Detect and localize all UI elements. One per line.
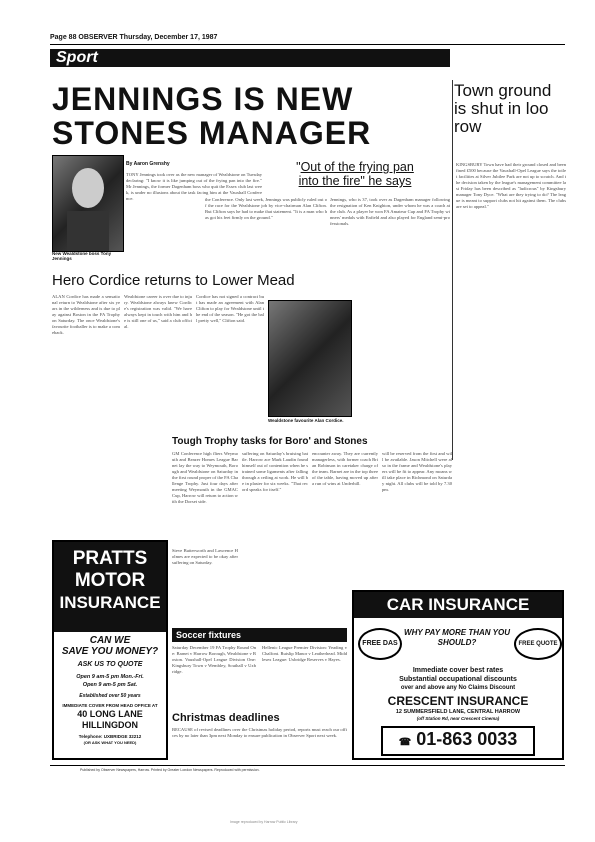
pull-quote-underlined: Out of the frying pan bbox=[300, 160, 414, 174]
trophy-headline: Tough Trophy tasks for Boro' and Stones bbox=[172, 436, 368, 447]
scan-credit: Image reproduced by Harrow Public Library bbox=[230, 820, 298, 824]
crescent-name: CRESCENT INSURANCE bbox=[387, 694, 529, 708]
town-ground-headline: Town ground is shut in loo row bbox=[454, 81, 552, 136]
pull-quote bbox=[265, 160, 445, 188]
crescent-address: 12 SUMMERSFIELD LANE, CENTRAL HARROW bbox=[395, 709, 521, 715]
trophy-tail-text: Steve Butterworth and Lawrence Holmes are expected to be okay after suffering on Saturday. bbox=[172, 548, 238, 565]
crescent-discounts: Substantial occupational discounts bbox=[399, 676, 517, 683]
free-das-badge: FREE DAS bbox=[358, 628, 402, 660]
cordice-photo-caption: Wealdstone favourite Alan Cordice. bbox=[268, 418, 344, 423]
crescent-phone: 01-863 0033 bbox=[416, 729, 518, 749]
phone-icon: ☎ bbox=[398, 737, 412, 748]
section-bar bbox=[50, 49, 450, 67]
cordice-col3: Cordice has not signed a contract but has made an agreement with Alan Clifton to play for Wealdstone until the end of the season. "He got the ball pretty well," Clifton said. bbox=[196, 294, 264, 323]
cordice-headline: Hero Cordice returns to Lower Mead bbox=[52, 272, 295, 289]
cordice-col1: ALAN Cordice has made a sensational return to Wealdstone after six years in the wilderness and is due to play against Boston in the FA Trophy on Saturday. The once Wealdstone's favourite footballer is to make a comeback. bbox=[52, 294, 120, 335]
main-headline: JENNINGS IS NEW STONES MANAGER bbox=[52, 81, 372, 151]
pratts-advert bbox=[52, 540, 168, 760]
crescent-immediate: Immediate cover best rates bbox=[412, 667, 504, 674]
christmas-deadlines-body: BECAUSE of revised deadlines over the Christmas holiday period, reports must reach our offices by no later than 3pm next Monday to ensure publication in Observer Sport next week. bbox=[172, 727, 347, 738]
free-quote-badge: FREE QUOTE bbox=[514, 628, 562, 660]
pratts-hours1: Open 9 am-5 pm Mon.-Fri. bbox=[76, 674, 144, 680]
pratts-header bbox=[54, 542, 166, 632]
soccer-fixtures-right: Hellenic League Premier Division: Yeading v Chalfont. Ruislip Manor v Leatherhead. Middlesex League: Uxbridge Reserves v Hayes. bbox=[262, 645, 347, 662]
pratts-body bbox=[54, 632, 166, 746]
pratts-slogan2: SAVE YOU MONEY? bbox=[61, 646, 159, 657]
pratts-established: Established over 50 years bbox=[79, 693, 141, 699]
pratts-telephone: Telephone: UXBRIDGE 32212 bbox=[78, 734, 142, 739]
footer-imprint: Published by Observer Newspapers, Harrow. Printed by Greater London Newspapers. Reproduced with permission. bbox=[80, 768, 260, 772]
pull-quote-line1: "Out of the frying pan bbox=[296, 160, 414, 174]
soccer-fixtures-left: Saturday December 19 FA Trophy Round One: Barnet v Harrow Borough, Wealdstone v Boston. Vauxhall-Opel League Division One: Kingsbury Town v Wembley, Southall v Uxbridge. bbox=[172, 645, 256, 674]
car-insurance-banner: CAR INSURANCE bbox=[354, 592, 562, 618]
folio-line: Page 88 OBSERVER Thursday, December 17, 1987 bbox=[50, 34, 218, 41]
crescent-body bbox=[354, 666, 562, 756]
crescent-over: over and above any No Claims Discount bbox=[400, 685, 516, 691]
crescent-advert bbox=[352, 590, 564, 760]
town-ground-body: KINGSBURY Town have had their ground closed and been fined £500 because the Vauxhall-Opel League says the toilet facilities at Silver Jubilee Park are not up to scratch. And the decision taken by the league's management committee last Friday has been described as "ludicrous" by Kingsbury manager Tony Dyce. "What are they trying to do? The league is meant to support clubs not hit against them. The clubs are set to appeal." bbox=[456, 162, 566, 209]
pratts-telephone-note: (OR ASK WHAT YOU NEED) bbox=[83, 740, 137, 745]
cordice-col2: Wealdstone career is over due to injury. Wealdstone always knew Cordice's registration was valid. "We have always kept in touch with him and he is still one of us," said a club official. bbox=[124, 294, 192, 329]
jennings-photo bbox=[52, 155, 124, 252]
trophy-col3: encounter away. They are currently managerless, with former coach Brian Robinson in caretaker charge of the team. Barnet are in the top three of the table, having moved up after a run of wins at Underhill. bbox=[312, 451, 378, 486]
crescent-phone-box bbox=[381, 726, 535, 756]
pratts-slogan1: CAN WE bbox=[89, 635, 131, 646]
byline: By Aaron Grenshy bbox=[126, 161, 170, 167]
soccer-fixtures-title: Soccer fixtures bbox=[172, 628, 347, 642]
main-story-col1: TONY Jennings took over as the new manager of Wealdstone on Tuesday declaring: "I know it is like jumping out of the frying pan into the fire." Mr Jennings, the former Dagenham boss who quit the Essex club last week, is under no illusions about the task facing him at the Vauxhall Conference. bbox=[126, 172, 262, 201]
section-label: Sport bbox=[56, 49, 98, 66]
pratts-address2: HILLINGDON bbox=[82, 720, 138, 730]
main-story-col2: the Conference. Only last week, Jennings was publicly ruled out of the race for the Wealdstone job by vice-chairman Alan Clifton. But Clifton says he had to make that statement. "It is a man who has got his feet firmly on the ground." bbox=[205, 197, 327, 220]
trophy-col2: suffering on Saturday's bruising battle. Harrow ace Mark Laudin found himself out of contention when he strained some ligaments after falling through a ceiling at work. He will be in plaster for six weeks. "That record speaks for itself." bbox=[242, 451, 308, 492]
top-rule bbox=[50, 44, 565, 45]
cordice-photo bbox=[268, 300, 352, 417]
pratts-name-line3: INSURANCE bbox=[59, 593, 161, 612]
pratts-name-line2: MOTOR bbox=[74, 570, 146, 591]
pratts-hours2: Open 9 am-5 pm Sat. bbox=[82, 682, 138, 688]
pratts-ask: ASK US TO QUOTE bbox=[77, 661, 143, 668]
pull-quote-line2: into the fire" he says bbox=[298, 174, 412, 188]
trophy-col1: GM Conference high fliers Weymouth and Beazer Homes League Barnet lay the way to Weymouth, Borough and Wealdstone on Saturday in the first round proper of the FA Challenge Trophy. Just four days after meeting Weymouth in the GMAC Cup, Harrow will return to action with the Dorset side. bbox=[172, 451, 238, 504]
why-pay-more: WHY PAY MORE THAN YOU SHOULD? bbox=[404, 628, 510, 647]
portrait-silhouette-icon bbox=[53, 156, 123, 251]
bottom-rule bbox=[50, 765, 565, 766]
jennings-photo-caption: New Wealdstone boss Tony Jennings bbox=[52, 251, 112, 261]
pratts-name-line1: PRATTS bbox=[72, 548, 148, 569]
pratts-address1: 40 LONG LANE bbox=[77, 709, 143, 719]
main-story-col3: Jennings, who is 37, took over as Dagenham manager following the resignation of Ken Knighton, under whom he was a coach at the club. As a player he won FA Amateur Cup and FA Trophy winners' medals with Enfield and also played for England semi-professionals. bbox=[330, 197, 450, 226]
pratts-immediate: IMMEDIATE COVER FROM HEAD OFFICE AT bbox=[62, 703, 158, 708]
christmas-deadlines-title: Christmas deadlines bbox=[172, 712, 280, 724]
trophy-col4: will be reserved from the first and will be available. Jason Mitchell were also in the frame and Wealdstone's players will be fit to appear. Any moans will take place in Richmond on Saturday night. All clubs will be told by 7.30pm. bbox=[382, 451, 452, 492]
column-rule bbox=[452, 80, 453, 460]
crescent-address-note: (off Station Rd, near Crescent Cinema) bbox=[416, 716, 500, 721]
